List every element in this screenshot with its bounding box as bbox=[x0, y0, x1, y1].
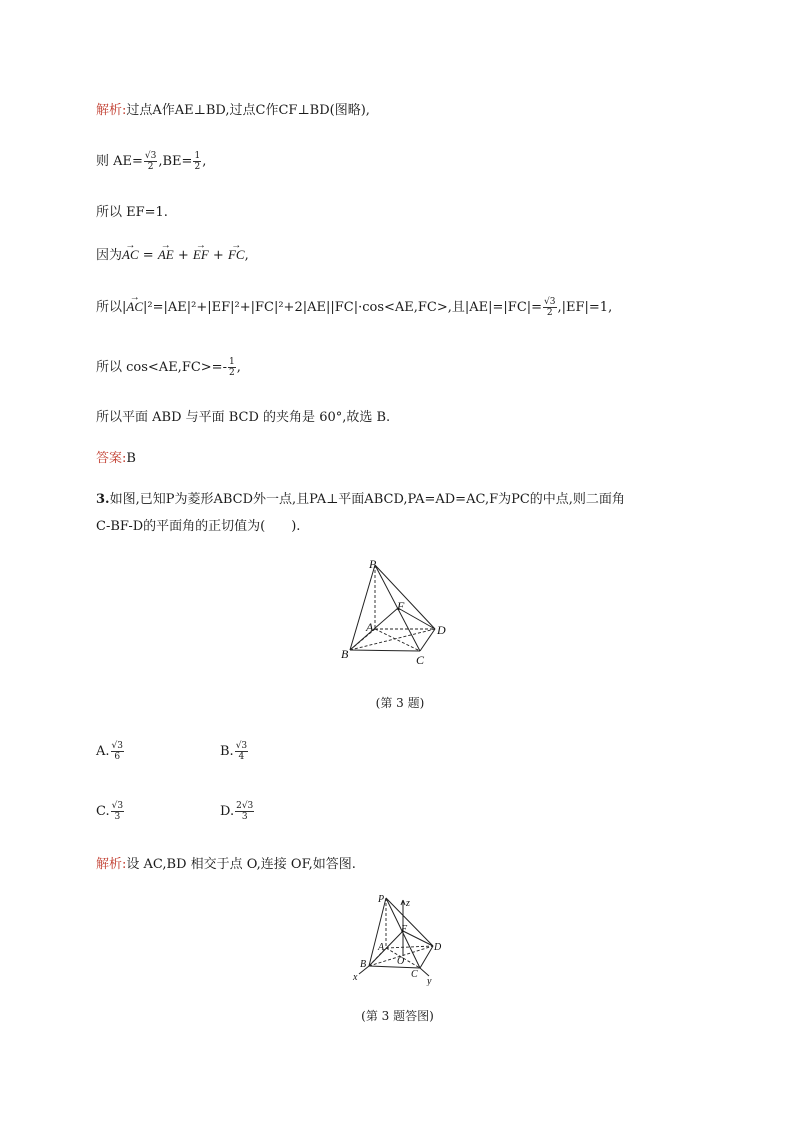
denominator: 2 bbox=[546, 308, 553, 318]
edge-ac bbox=[375, 629, 420, 651]
option-fraction bbox=[235, 801, 254, 822]
numerator: √3 bbox=[111, 801, 124, 811]
vector-ac: → AC bbox=[126, 298, 143, 316]
solution-line-3: 所以 EF=1. bbox=[96, 205, 168, 220]
label-z: z bbox=[406, 898, 410, 909]
label-o: O bbox=[397, 956, 405, 967]
label-b: B bbox=[341, 647, 349, 661]
denominator: 2 bbox=[228, 368, 235, 378]
denominator: 3 bbox=[241, 812, 248, 822]
fraction-ae bbox=[144, 151, 157, 172]
label-d: D bbox=[434, 942, 442, 953]
numerator: 1 bbox=[194, 151, 201, 161]
numerator: √3 bbox=[544, 297, 556, 307]
vector-fc: → FC bbox=[228, 246, 245, 264]
edge-fd bbox=[403, 931, 433, 946]
label-c: C bbox=[411, 969, 418, 980]
figure-3 bbox=[338, 556, 458, 668]
solution-line-1 bbox=[96, 102, 370, 120]
numerator: √3 bbox=[144, 151, 157, 161]
text: ,BE= bbox=[158, 154, 193, 169]
edge-pb bbox=[369, 898, 386, 966]
edge-bc bbox=[369, 966, 420, 968]
label-p: P bbox=[369, 557, 377, 571]
edge-pb bbox=[350, 565, 375, 650]
edge-bc bbox=[350, 650, 420, 651]
question-3-line-2: C-BF-D的平面角的正切值为( ). bbox=[96, 519, 301, 534]
vector-ae: → AE bbox=[158, 246, 174, 264]
answer-label: 答案: bbox=[96, 451, 127, 466]
axis-y bbox=[420, 968, 429, 976]
question-3-line-1 bbox=[96, 491, 625, 509]
label-y: y bbox=[427, 976, 432, 986]
fraction-be bbox=[193, 151, 201, 172]
figure-3-answer bbox=[345, 890, 450, 986]
solution-line-6 bbox=[96, 357, 241, 378]
numerator: 2√3 bbox=[236, 801, 254, 811]
label-f: F bbox=[401, 924, 408, 935]
edge-cd bbox=[420, 629, 435, 651]
option-fraction bbox=[111, 801, 124, 822]
option-d[interactable] bbox=[220, 801, 255, 822]
vector-ef: → EF bbox=[193, 246, 209, 264]
denominator: 3 bbox=[114, 812, 121, 822]
option-a[interactable] bbox=[96, 741, 125, 762]
label-c: C bbox=[416, 653, 425, 667]
figure-3-answer-caption: (第 3 题答图) bbox=[361, 1009, 434, 1023]
option-c[interactable] bbox=[96, 801, 125, 822]
solution-label: 解析: bbox=[96, 103, 127, 118]
answer-line bbox=[96, 450, 136, 468]
text: |²=|AE|²+|EF|²+|FC|²+2|AE||FC|·cos<AE,FC>,且|AE|=|FC|= bbox=[143, 300, 543, 315]
numerator: √3 bbox=[235, 741, 248, 751]
option-letter: D. bbox=[220, 804, 235, 819]
fraction bbox=[543, 297, 556, 318]
denominator: 2 bbox=[147, 162, 154, 172]
label-x: x bbox=[353, 972, 358, 983]
solution-line-5 bbox=[96, 297, 612, 318]
vector-ac: → AC bbox=[122, 246, 139, 264]
denominator: 6 bbox=[114, 752, 121, 762]
numerator: √3 bbox=[111, 741, 123, 751]
solution-text: 设 AC,BD 相交于点 O,连接 OF,如答图. bbox=[126, 857, 356, 872]
denominator: 4 bbox=[238, 752, 245, 762]
label-p: P bbox=[378, 894, 385, 905]
solution-line-4: 因为→ AC = → AE + → EF + → FC, bbox=[96, 246, 249, 265]
fraction bbox=[228, 357, 236, 378]
option-letter: B. bbox=[220, 744, 234, 759]
answer-value: B bbox=[126, 451, 136, 466]
label-f: F bbox=[397, 599, 405, 613]
label-a: A bbox=[366, 620, 374, 634]
option-fraction bbox=[235, 741, 248, 762]
question-text: 如图,已知P为菱形ABCD外一点,且PA⊥平面ABCD,PA=AD=AC,F为PC的中点,则二面角 bbox=[109, 492, 625, 507]
option-letter: A. bbox=[96, 744, 110, 759]
solution-line-7: 所以平面 ABD 与平面 BCD 的夹角是 60°,故选 B. bbox=[96, 410, 391, 425]
solution-label: 解析: bbox=[96, 857, 127, 872]
solution-3-line bbox=[96, 856, 356, 874]
denominator: 2 bbox=[194, 162, 201, 172]
question-number: 3. bbox=[96, 492, 110, 507]
label-b: B bbox=[360, 959, 367, 970]
figure-3-caption: (第 3 题) bbox=[375, 696, 425, 710]
solution-text: 过点A作AE⊥BD,过点C作CF⊥BD(图略), bbox=[126, 103, 370, 118]
text: 所以 cos<AE,FC>=- bbox=[96, 360, 227, 375]
text: , bbox=[202, 154, 207, 169]
option-letter: C. bbox=[96, 804, 110, 819]
solution-line-2 bbox=[96, 151, 206, 172]
edge-pd bbox=[375, 565, 435, 629]
option-b[interactable] bbox=[220, 741, 249, 762]
text: 所以| bbox=[96, 300, 127, 315]
text: 因为 bbox=[96, 248, 123, 263]
text: ,|EF|=1, bbox=[557, 300, 613, 315]
numerator: 1 bbox=[228, 357, 235, 367]
option-fraction bbox=[111, 741, 124, 762]
text: , bbox=[236, 360, 241, 375]
label-d: D bbox=[437, 623, 446, 637]
label-a: A bbox=[378, 942, 385, 953]
text: 则 AE= bbox=[96, 154, 143, 169]
